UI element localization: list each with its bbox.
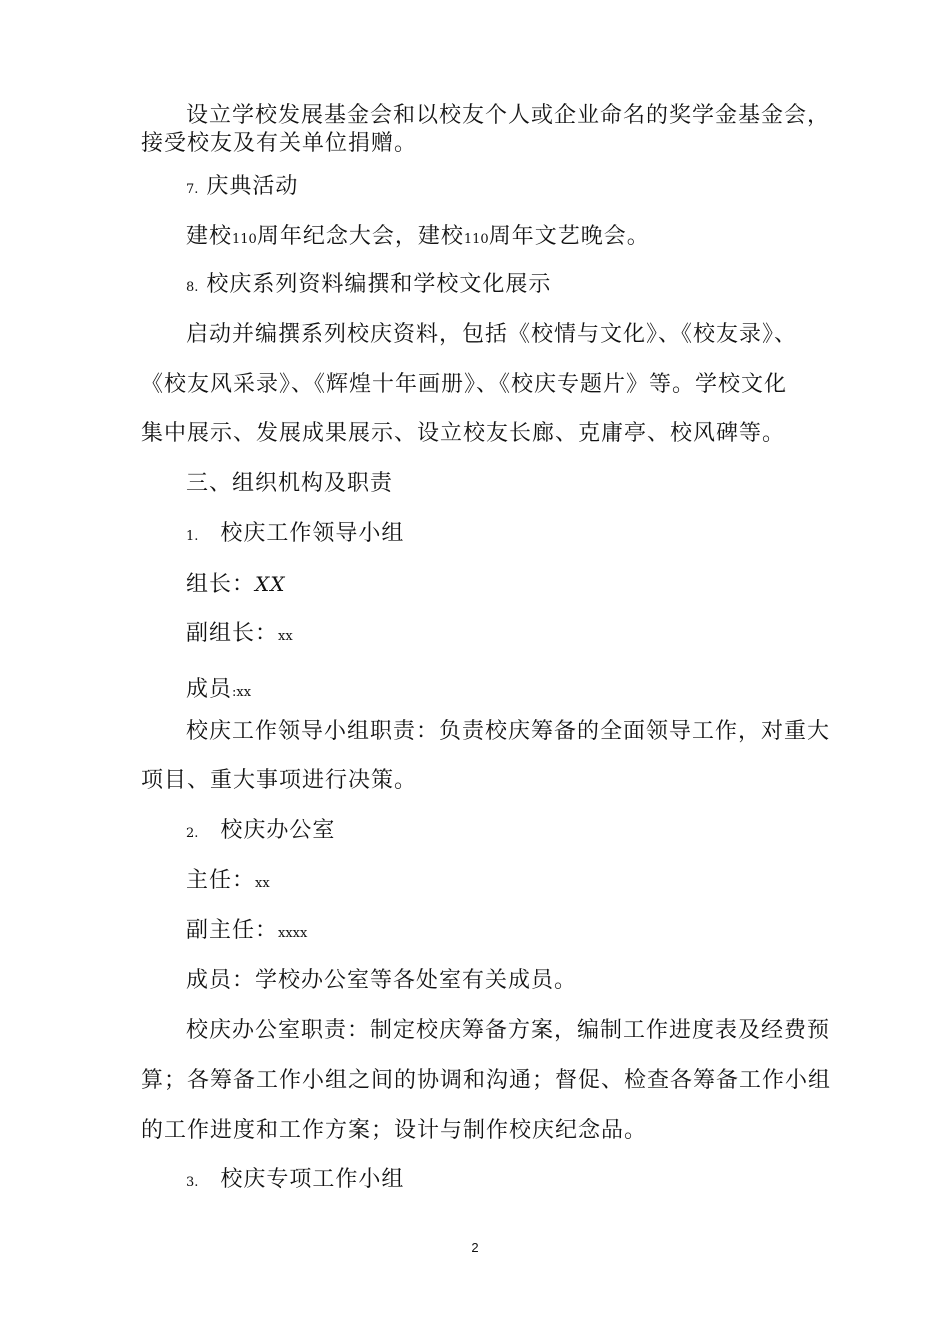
vice-director-value: xxxx [278, 926, 308, 941]
leader-value: XX [255, 572, 286, 596]
section-3-heading: 三、组织机构及职责 [186, 471, 394, 496]
org-1-title: 校庆工作领导小组 [220, 521, 405, 546]
materials-paragraph-line-1: 启动并编撰系列校庆资料，包括《校情与文化》、《校友录》、 [186, 322, 798, 347]
item-8-heading [186, 270, 551, 303]
director-value: xx [255, 876, 270, 891]
org-1-number: 1. [186, 529, 199, 544]
page-number: 2 [471, 1240, 479, 1255]
anniversary-number-a: 110 [232, 232, 257, 247]
duty-2-line-2: 算；各筹备工作小组之间的协调和沟通；督促、检查各筹备工作小组 [141, 1068, 832, 1093]
director-label: 主任： [186, 868, 256, 893]
item-7-heading [186, 172, 298, 205]
item-8-title: 校庆系列资料编撰和学校文化展示 [206, 272, 552, 297]
item-7-number: 7. [186, 182, 199, 197]
fund-paragraph-line-2: 接受校友及有关单位捐赠。 [141, 131, 418, 156]
org-2-heading [186, 816, 335, 849]
celebration-paragraph [186, 222, 650, 255]
members-1-label: 成员 [186, 677, 233, 702]
leader-label: 组长： [186, 572, 256, 597]
celebration-text-c: 周年文艺晚会。 [488, 224, 650, 249]
materials-paragraph-line-2: 《校友风采录》、《辉煌十年画册》、《校庆专题片》等。学校文化 [141, 372, 788, 397]
deputy-leader-label: 副组长： [186, 621, 279, 646]
celebration-text-a: 建校 [186, 224, 233, 249]
org-2-number: 2. [186, 826, 199, 841]
anniversary-number-b: 110 [463, 232, 489, 247]
members-2-line: 成员：学校办公室等各处室有关成员。 [186, 968, 578, 993]
materials-paragraph-line-3: 集中展示、发展成果展示、设立校友长廊、克庸亭、校风碑等。 [141, 421, 786, 446]
deputy-leader-line [186, 619, 293, 652]
org-3-title: 校庆专项工作小组 [220, 1167, 405, 1192]
members-1-value: :xx [232, 685, 252, 700]
deputy-leader-value: xx [278, 629, 293, 644]
item-7-title: 庆典活动 [206, 174, 299, 199]
org-1-heading [186, 519, 404, 552]
celebration-text-b: 周年纪念大会，建校 [256, 224, 464, 249]
org-3-heading [186, 1165, 404, 1198]
duty-1-line-1: 校庆工作领导小组职责：负责校庆筹备的全面领导工作，对重大 [186, 719, 831, 744]
duty-1-line-2: 项目、重大事项进行决策。 [141, 768, 418, 793]
members-1-line [186, 675, 251, 708]
vice-director-line [186, 916, 307, 949]
fund-paragraph-line-1: 设立学校发展基金会和以校友个人或企业命名的奖学金基金会， [186, 103, 831, 128]
duty-2-line-3: 的工作进度和工作方案；设计与制作校庆纪念品。 [141, 1118, 648, 1143]
duty-2-line-1: 校庆办公室职责：制定校庆筹备方案，编制工作进度表及经费预 [186, 1018, 831, 1043]
item-8-number: 8. [186, 280, 199, 295]
leader-line [186, 569, 286, 600]
org-2-title: 校庆办公室 [220, 818, 336, 843]
vice-director-label: 副主任： [186, 918, 279, 943]
director-line [186, 866, 270, 899]
org-3-number: 3. [186, 1175, 199, 1190]
